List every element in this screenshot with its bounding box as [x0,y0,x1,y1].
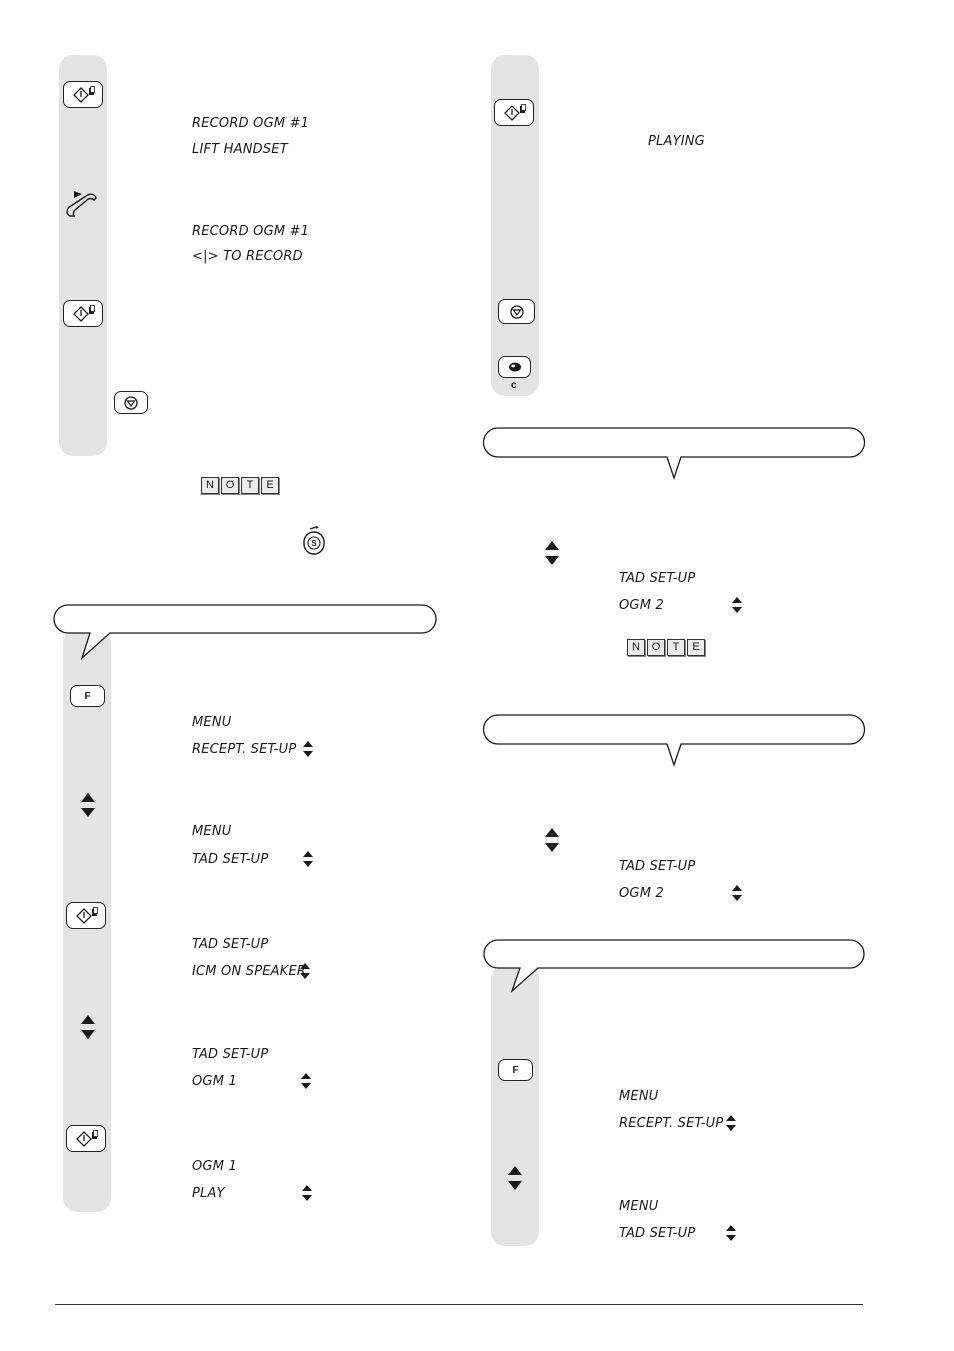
up-down-arrow-icon [303,741,313,757]
up-down-arrow-icon [732,885,742,901]
stop-key-2[interactable] [498,299,535,324]
playing-status: PLAYING [648,134,705,149]
up-down-arrow-icon [726,1225,736,1241]
up-down-arrow-icon [300,963,310,979]
up-down-arrow-icon[interactable] [81,793,95,817]
up-down-arrow-icon[interactable] [81,1015,95,1039]
clear-key-icon [505,357,525,377]
note-label-1 [201,477,279,494]
lcd-line: TAD SET-UP [619,859,696,874]
right-bottom-strip [491,965,539,1246]
svg-text:S: S [311,539,317,548]
lcd-line: RECORD OGM #1 [192,116,310,131]
lcd-line: TAD SET-UP [192,852,269,867]
start-copy-key-icon [71,906,101,926]
start-copy-key-2[interactable] [63,300,103,327]
stop-key-1[interactable] [114,391,148,414]
start-copy-key-icon [499,103,529,123]
lcd-line: TAD SET-UP [192,937,269,952]
handset-icon [62,186,102,220]
up-down-arrow-icon [302,1185,312,1201]
lcd-line: TAD SET-UP [619,571,696,586]
callout-bubble-left [52,603,440,661]
lcd-line: RECORD OGM #1 [192,224,310,239]
lcd-line: <|> TO RECORD [192,249,303,264]
clear-key[interactable] [498,356,531,378]
lcd-line: RECEPT. SET-UP [192,742,297,757]
lcd-line: ICM ON SPEAKER [192,964,307,979]
lcd-line: TAD SET-UP [192,1047,269,1062]
lcd-line: MENU [619,1089,659,1104]
up-down-arrow-icon[interactable] [545,541,559,565]
lcd-line: MENU [192,715,232,730]
function-key-2[interactable] [498,1059,533,1081]
callout-bubble-right-1 [482,426,868,480]
stop-key-icon [507,302,527,322]
start-copy-key-icon [68,304,98,324]
lcd-line: OGM 1 [192,1159,237,1174]
start-copy-key-3[interactable] [66,902,106,929]
start-copy-key-icon [71,1129,101,1149]
lcd-line: TAD SET-UP [619,1226,696,1241]
up-down-arrow-icon [303,851,313,867]
lcd-line: OGM 2 [619,598,664,613]
clear-key-label: c [511,380,517,391]
up-down-arrow-icon [301,1073,311,1089]
lcd-line: RECEPT. SET-UP [619,1116,724,1131]
lcd-line: MENU [192,824,232,839]
note-letter: O [647,639,665,656]
start-copy-key-4[interactable] [66,1125,106,1152]
up-down-arrow-icon[interactable] [545,828,559,852]
lcd-line: PLAY [192,1186,225,1201]
callout-bubble-right-3 [482,938,868,994]
note-letter: N [627,639,645,656]
note-letter: N [201,477,219,494]
note-letter: T [667,639,685,656]
start-copy-key-icon [68,85,98,105]
lcd-line: LIFT HANDSET [192,142,288,157]
function-key-icon: F [84,690,91,702]
lcd-line: OGM 2 [619,886,664,901]
speed-dial-key-icon[interactable] [302,525,326,557]
stop-key-icon [121,393,141,413]
start-copy-key-1[interactable] [63,81,103,108]
note-letter: O [221,477,239,494]
lcd-line: OGM 1 [192,1074,237,1089]
footer-rule [55,1304,863,1305]
start-copy-key-5[interactable] [494,99,534,126]
up-down-arrow-icon [726,1115,736,1131]
up-down-arrow-icon[interactable] [508,1166,522,1190]
left-top-strip [59,55,107,456]
note-letter: T [241,477,259,494]
function-key-icon: F [512,1064,519,1076]
note-label-2 [627,639,705,656]
note-letter: E [261,477,279,494]
function-key-1[interactable] [70,685,105,707]
lcd-line: MENU [619,1199,659,1214]
callout-bubble-right-2 [482,713,868,767]
up-down-arrow-icon [732,597,742,613]
note-letter: E [687,639,705,656]
